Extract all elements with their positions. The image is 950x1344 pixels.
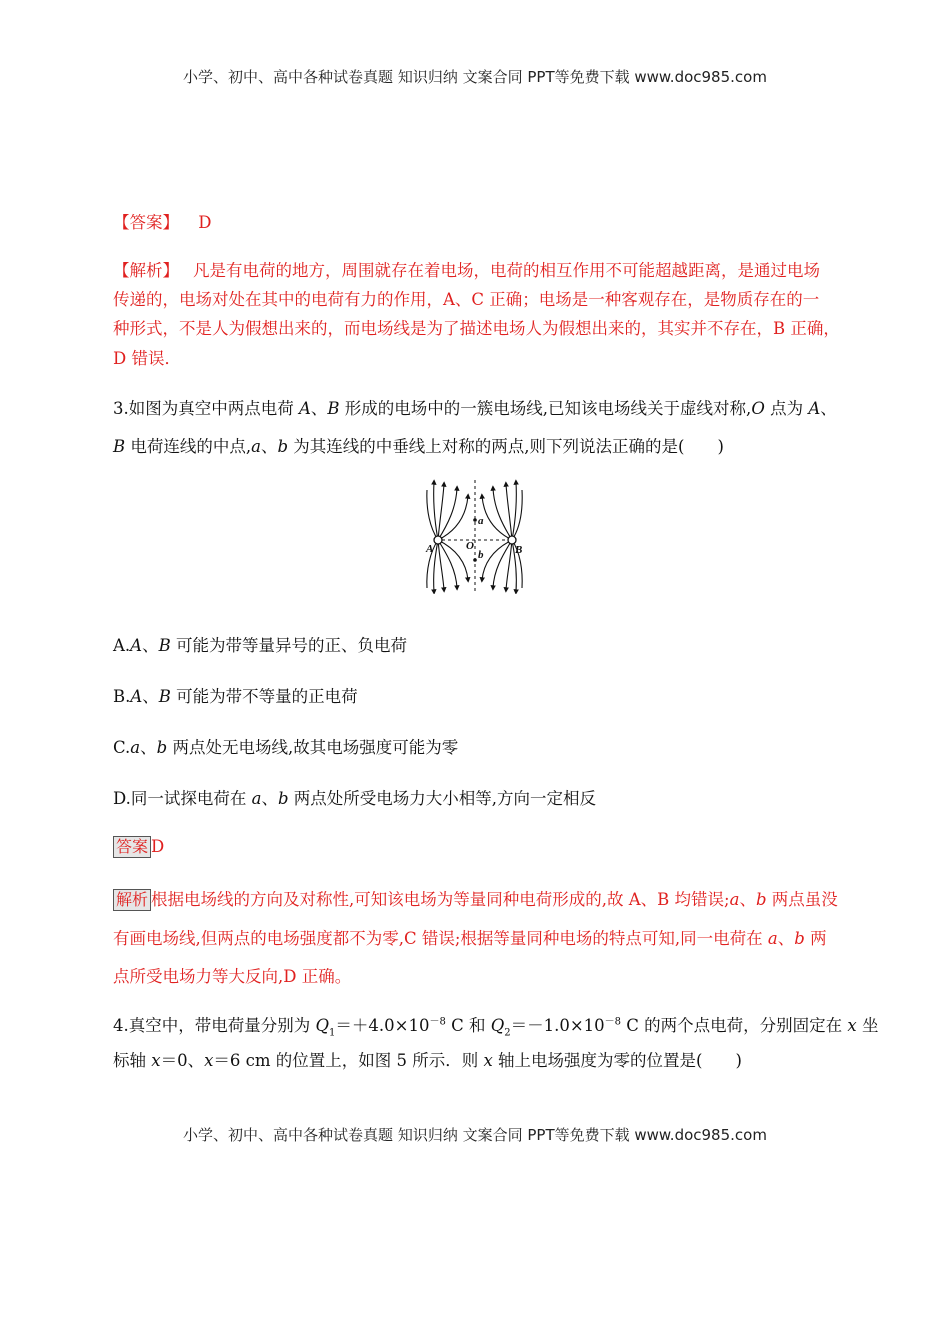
q3-option-c: C.a、b 两点处无电场线,故其电场强度可能为零 xyxy=(113,738,459,757)
q3-stem-line-2: B 电荷连线的中点,a、b 为其连线的中垂线上对称的两点,则下列说法正确的是( ) xyxy=(113,437,724,456)
q2-answer xyxy=(113,209,211,233)
q3-analysis-line-2: 有画电场线,但两点的电场强度都不为零,C 错误;根据等量同种电场的特点可知,同一电荷在 a、b 两 xyxy=(113,929,827,948)
q2-answer-value: D xyxy=(198,213,212,232)
label-b: b xyxy=(478,549,484,561)
point-b xyxy=(473,558,477,562)
q3-analysis-line-1: 解析 根据电场线的方向及对称性,可知该电场为等量同种电荷形成的,故 A、B 均错误;a、b 两点虽没 xyxy=(113,886,838,911)
charge-b xyxy=(508,536,516,544)
electric-field-figure xyxy=(424,478,524,594)
label-B: B xyxy=(515,544,523,556)
q2-analysis-line-1: 【解析】 凡是有电荷的地方，周围就存在着电场，电荷的相互作用不可能超越距离，是通过电场 xyxy=(113,261,820,280)
q2-analysis-line-3: 种形式，不是人为假想出来的，而电场线是为了描述电场人为假想出来的，其实并不存在，B 正确， xyxy=(113,319,840,338)
point-a xyxy=(473,518,477,522)
q3-option-d: D.同一试探电荷在 a、b 两点处所受电场力大小相等,方向一定相反 xyxy=(113,789,597,808)
field-line xyxy=(434,540,438,592)
q3-stem-line-1: 3.如图为真空中两点电荷 A、B 形成的电场中的一簇电场线,已知该电场线关于虚线对称,O 点为 A、 xyxy=(113,399,837,418)
q3-answer-tag: 答案 xyxy=(113,836,151,858)
label-O: O xyxy=(466,540,474,552)
q3-analysis-line-3: 点所受电场力等大反向,D 正确。 xyxy=(113,967,352,986)
q3-answer xyxy=(113,836,164,858)
q2-analysis-line-2: 传递的，电场对处在其中的电荷有力的作用，A、C 正确；电场是一种客观存在，是物质存在的一 xyxy=(113,290,820,309)
q3-answer-value: D xyxy=(151,837,165,856)
q2-analysis-line-4: D 错误． xyxy=(113,349,181,368)
page-header: 小学、初中、高中各种试卷真题 知识归纳 文案合同 PPT等免费下载 www.doc985.com xyxy=(183,68,767,86)
q2-analysis-label: 【解析】 xyxy=(113,261,179,280)
field-line xyxy=(434,482,438,540)
q3-option-a: A.A、B 可能为带等量异号的正、负电荷 xyxy=(113,636,407,655)
q2-answer-label: 【答案】 xyxy=(113,213,179,232)
page-footer: 小学、初中、高中各种试卷真题 知识归纳 文案合同 PPT等免费下载 www.doc985.com xyxy=(183,1126,767,1144)
q3-analysis-tag: 解析 xyxy=(113,889,151,911)
charge-a xyxy=(434,536,442,544)
q4-stem-line-1: 4.真空中，带电荷量分别为 $Q_1=+4.0\times 10^{-8}$ C 和 $Q_2=-1.0\times 10^{-8}$ C 的两个点电荷，分别固定在 x 坐 xyxy=(113,1016,879,1039)
label-A: A xyxy=(426,543,434,555)
label-a: a xyxy=(478,515,484,527)
q3-option-b: B.A、B 可能为带不等量的正电荷 xyxy=(113,687,358,706)
field-line xyxy=(512,482,516,540)
q4-stem-line-2: 标轴 x＝0、x＝6 cm 的位置上，如图 5 所示．则 x 轴上电场强度为零的位置是( ) xyxy=(113,1051,742,1070)
